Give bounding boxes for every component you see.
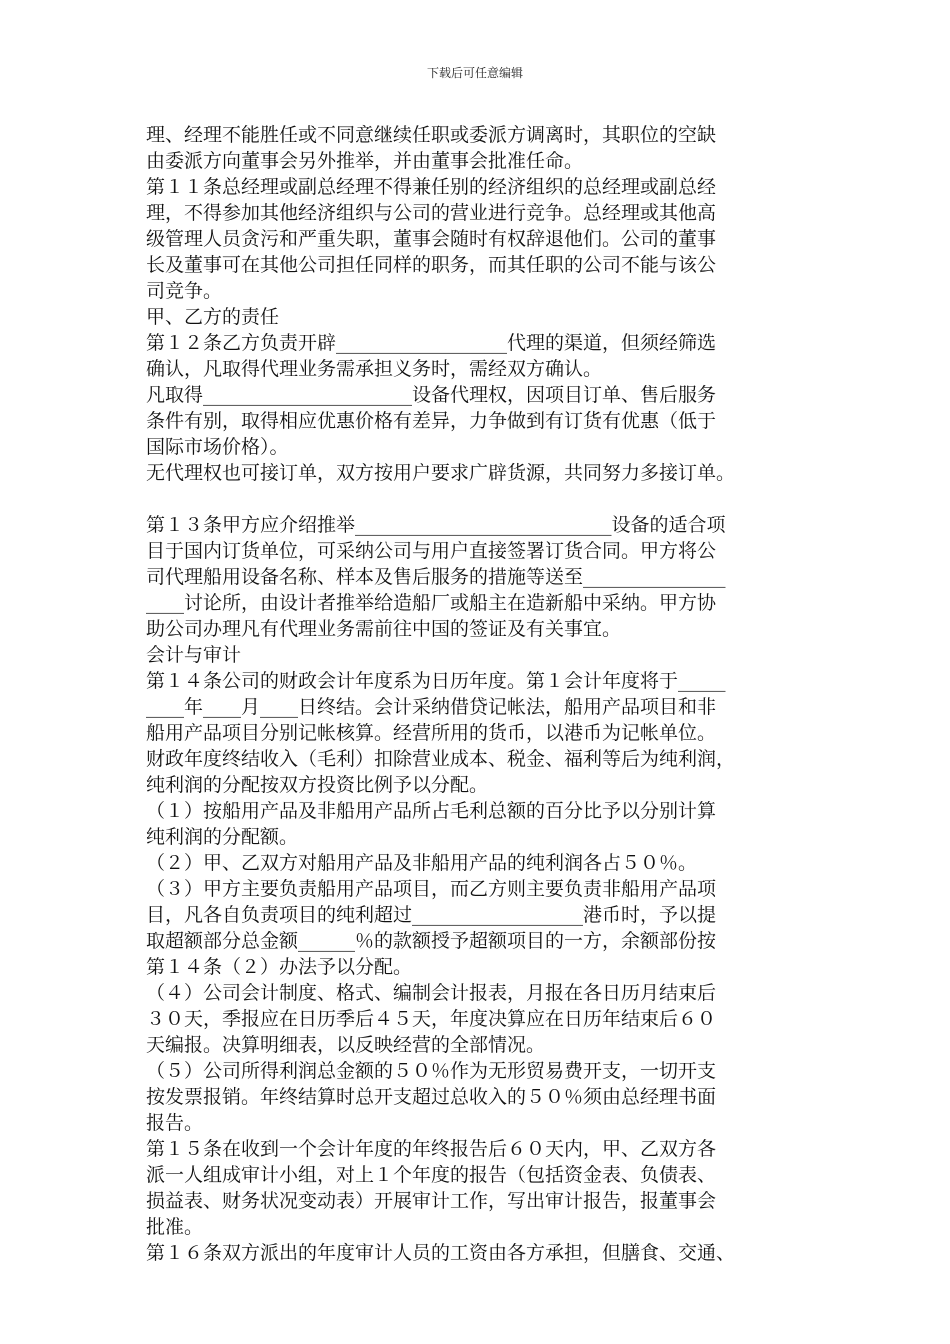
text-line: 第１２条乙方负责开辟__________________代理的渠道，但须经筛选 bbox=[146, 332, 717, 354]
text-line: 会计与审计 bbox=[146, 644, 242, 666]
text-line: 级管理人员贪污和严重失职，董事会随时有权辞退他们。公司的董事 bbox=[146, 228, 717, 250]
text-line: （２）甲、乙双方对船用产品及非船用产品的纯利润各占５０％。 bbox=[146, 852, 698, 874]
text-line: （５）公司所得利润总金额的５０％作为无形贸易费开支，一切开支 bbox=[146, 1060, 717, 1082]
text-line: 理，不得参加其他经济组织与公司的营业进行竞争。总经理或其他高 bbox=[146, 202, 717, 224]
text-line: 按发票报销。年终结算时总开支超过总收入的５０％须由总经理书面 bbox=[146, 1086, 717, 1108]
text-line: 司竞争。 bbox=[146, 280, 223, 302]
text-line: 无代理权也可接订单，双方按用户要求广辟货源，共同努力多接订单。 bbox=[146, 462, 736, 484]
text-line: 助公司办理凡有代理业务需前往中国的签证及有关事宜。 bbox=[146, 618, 622, 640]
text-line: 目，凡各自负责项目的纯利超过__________________港币时，予以提 bbox=[146, 904, 717, 926]
text-line: （１）按船用产品及非船用产品所占毛利总额的百分比予以分别计算 bbox=[146, 800, 717, 822]
text-line: 纯利润的分配按双方投资比例予以分配。 bbox=[146, 774, 489, 796]
text-line: 报告。 bbox=[146, 1112, 204, 1134]
text-line: ３０天，季报应在日历季后４５天，年度决算应在日历年结束后６０ bbox=[146, 1008, 717, 1030]
text-line: 司代理船用设备名称、样本及售后服务的措施等送至_______________ bbox=[146, 566, 726, 588]
document-body bbox=[146, 122, 810, 1266]
text-line: 长及董事可在其他公司担任同样的职务，而其任职的公司不能与该公 bbox=[146, 254, 717, 276]
text-line: 天编报。决算明细表，以反映经营的全部情况。 bbox=[146, 1034, 546, 1056]
text-line: 第１５条在收到一个会计年度的年终报告后６０天内，甲、乙双方各 bbox=[146, 1138, 717, 1160]
text-line: ____年____月____日终结。会计采纳借贷记帐法，船用产品项目和非 bbox=[146, 696, 717, 718]
text-line: 第１４条公司的财政会计年度系为日历年度。第１会计年度将于_____ bbox=[146, 670, 726, 692]
text-line: 财政年度终结收入（毛利）扣除营业成本、税金、福利等后为纯利润， bbox=[146, 748, 736, 770]
text-line: 第１６条双方派出的年度审计人员的工资由各方承担，但膳食、交通、 bbox=[146, 1242, 736, 1264]
text-line: （３）甲方主要负责船用产品项目，而乙方则主要负责非船用产品项 bbox=[146, 878, 717, 900]
text-line: 船用产品项目分别记帐核算。经营所用的货币，以港币为记帐单位。 bbox=[146, 722, 717, 744]
text-line: 取超额部分总金额______％的款额授予超额项目的一方，余额部份按 bbox=[146, 930, 717, 952]
text-line: （４）公司会计制度、格式、编制会计报表，月报在各日历月结束后 bbox=[146, 982, 717, 1004]
text-line: 由委派方向董事会另外推举，并由董事会批准任命。 bbox=[146, 150, 584, 172]
text-line: 第１３条甲方应介绍推举___________________________设备的适合项 bbox=[146, 514, 726, 536]
text-line: 第１４条（２）办法予以分配。 bbox=[146, 956, 413, 978]
text-line: 批准。 bbox=[146, 1216, 204, 1238]
text-line: ____讨论所，由设计者推举给造船厂或船主在造新船中采纳。甲方协 bbox=[146, 592, 717, 614]
text-line: 派一人组成审计小组，对上１个年度的报告（包括资金表、负债表、 bbox=[146, 1164, 717, 1186]
text-line: 目于国内订货单位，可采纳公司与用户直接签署订货合同。甲方将公 bbox=[146, 540, 717, 562]
text-line: 条件有别，取得相应优惠价格有差异，力争做到有订货有优惠（低于 bbox=[146, 410, 717, 432]
text-line: 确认，凡取得代理业务需承担义务时，需经双方确认。 bbox=[146, 358, 603, 380]
text-line: 损益表、财务状况变动表）开展审计工作，写出审计报告，报董事会 bbox=[146, 1190, 717, 1212]
text-line: 凡取得______________________设备代理权，因项目订单、售后服务 bbox=[146, 384, 717, 406]
page-header: 下载后可任意编辑 bbox=[426, 66, 523, 80]
text-line: 理、经理不能胜任或不同意继续任职或委派方调离时，其职位的空缺 bbox=[146, 124, 717, 146]
text-line: 甲、乙方的责任 bbox=[146, 306, 280, 328]
blank-line bbox=[146, 486, 810, 512]
text-line: 纯利润的分配额。 bbox=[146, 826, 299, 848]
text-line: 第１１条总经理或副总经理不得兼任别的经济组织的总经理或副总经 bbox=[146, 176, 717, 198]
text-line: 国际市场价格）。 bbox=[146, 436, 289, 458]
